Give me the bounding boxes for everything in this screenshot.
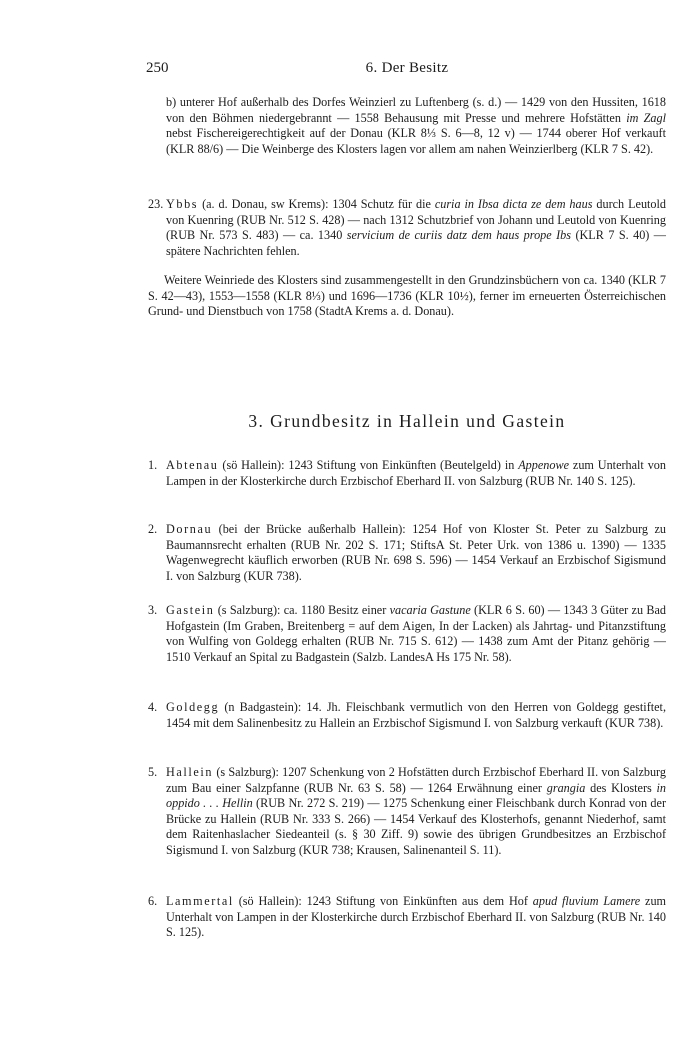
italic-text: im Zagl bbox=[626, 110, 666, 125]
italic-text: servicium de curiis datz dem haus prope Ibs bbox=[346, 228, 571, 243]
entry-place-name: Goldegg bbox=[166, 700, 220, 714]
text: (a. d. Donau, sw Krems): 1304 Schutz für die bbox=[198, 197, 435, 211]
text: durch Leutold von Kuenring (RUB Nr. 512 S. 428) — nach 1312 Schutzbrief von Johann und Leutold von Kuenring (RUB Nr. 573 S. 483) — ca. 1340 bbox=[166, 197, 666, 243]
text: (KLR 6 S. 60) — 1343 3 Güter zu Bad Hofgastein (Im Graben, Breitenberg = auf dem Aigen, In der Lacken) als Jahrtag- und Pitanzstiftung von Wulfing von Goldegg erhalten (RUB Nr. 715 S. 612) — 1438 zum Amt der Pitanz gehörig — 1510 Verkauf an Spital zu Badgastein (Salzb. LandesA Hs 175 Nr. 58). bbox=[166, 603, 666, 664]
text: (s Salzburg): 1207 Schenkung von 2 Hofstätten durch Erzbischof Eberhard II. von Salzburg zum Bau einer Salzpfanne (RUB Nr. 63 S. 58) — 1264 Erwähnung einer bbox=[166, 765, 666, 795]
entry-3-gastein bbox=[148, 603, 666, 665]
weitere-paragraph: Weitere Weinriede des Klosters sind zusammengestellt in den Grundzinsbüchern von ca. 1340 (KLR 7 S. 42—43), 1553—1558 (KLR 8⅓) und 1696—1736 (KLR 10½), ferner im erneuerten Österreichischen Grund- und Dienstbuch von 1758 (StadtA Krems a. d. Donau). bbox=[148, 273, 666, 319]
entry-place-name: Hallein bbox=[166, 765, 214, 779]
italic-text: vacaria Gastune bbox=[389, 603, 471, 617]
entry-number: 23. bbox=[148, 197, 164, 211]
entry-place-name: Gastein bbox=[166, 603, 215, 617]
text: b) unterer Hof außerhalb des Dorfes Weinzierl zu Luftenberg (s. d.) — 1429 von den Hussiten, 1618 von den Böhmen niedergebrannt — 1558 Behausung mit Presse und mehrere Hofstätten bbox=[166, 95, 666, 125]
text: (s Salzburg): ca. 1180 Besitz einer bbox=[214, 603, 390, 617]
continuation-paragraph bbox=[166, 95, 666, 157]
text: (RUB Nr. 272 S. 219) — 1275 Schenkung einer Fleischbank durch Konrad von der Brücke zu Hallein (RUB Nr. 333 S. 266) — 1454 Verkauf des Klosterhofs, genannt Niederhof, samt dem Raitenhaslacher Siedeanteil (s. § 30 Ziff. 9) sowie des übrigen Grundbesitzes an Erzbischof Sigismund I. von Salzburg (KUR 738; Krausen, Salinenanteil S. 11). bbox=[166, 796, 666, 857]
entry-number: 4. bbox=[148, 700, 158, 714]
text: nebst Fischereigerechtigkeit auf der Donau (KLR 8⅓ S. 6—8, 12 v) — 1744 oberer Hof verkauft (KLR 88/6) — Die Weinberge des Klosters lagen vor allem am nahen Weinzierlberg (KLR 7 S. 42). bbox=[166, 126, 666, 156]
entry-6-lammertal bbox=[148, 894, 666, 941]
entry-1-abtenau bbox=[148, 458, 666, 489]
text: (KLR 7 S. 40) — spätere Nachrichten fehlen. bbox=[166, 228, 666, 258]
text: zum Unterhalt von Lampen in der Klosterkirche durch Erzbischof Eberhard II. von Salzburg (RUB Nr. 140 S. 125). bbox=[166, 894, 667, 940]
entry-number: 5. bbox=[148, 765, 158, 779]
text: (sö Hallein): 1243 Stiftung von Einkünften (Beutelgeld) in bbox=[218, 458, 519, 472]
entry-number: 3. bbox=[148, 603, 158, 617]
entry-23-ybbs bbox=[148, 197, 666, 259]
text: (bei der Brücke außerhalb Hallein): 1254 Hof von Kloster St. Peter zu Salzburg zu Baumannsrecht erhalten (RUB Nr. 202 S. 171; StiftsA St. Peter Urk. von 1386 u. 1390) — 1335 Wagenwegrecht käuflich erworben (RUB Nr. 698 S. 596) — 1454 Verkauf an Erzbischof Sigismund I. von Salzburg (KUR 738). bbox=[166, 522, 666, 583]
italic-text: Appenowe bbox=[518, 458, 570, 472]
entry-place-name: Lammertal bbox=[166, 894, 234, 908]
entry-place-name: Ybbs bbox=[166, 197, 199, 211]
page-number: 250 bbox=[146, 60, 169, 76]
entry-5-hallein bbox=[148, 765, 666, 859]
text: (sö Hallein): 1243 Stiftung von Einkünften aus dem Hof bbox=[233, 894, 533, 908]
entry-number: 2. bbox=[148, 522, 158, 536]
entry-4-goldegg bbox=[148, 700, 666, 731]
italic-text: curia in Ibsa dicta ze dem haus bbox=[434, 197, 593, 211]
entry-place-name: Dornau bbox=[166, 522, 213, 536]
section-heading: 3. Grundbesitz in Hallein und Gastein bbox=[248, 411, 566, 431]
text: (n Badgastein): 14. Jh. Fleischbank vermutlich von den Herren von Goldegg gestiftet, 1454 mit dem Salinenbesitz zu Hallein an Erzbischof Sigismund I. von Salzburg verkauft (KUR 738). bbox=[166, 700, 666, 730]
entry-number: 6. bbox=[148, 894, 158, 908]
entry-2-dornau bbox=[148, 522, 666, 584]
italic-text: apud fluvium Lamere bbox=[532, 894, 641, 908]
text: des Klosters bbox=[585, 780, 657, 795]
italic-text: grangia bbox=[546, 780, 586, 795]
italic-text: in oppido . . . Hellin bbox=[166, 780, 666, 811]
running-head bbox=[146, 60, 668, 80]
entry-number: 1. bbox=[148, 458, 158, 472]
text: zum Unterhalt von Lampen in der Klosterkirche durch Erzbischof Eberhard II. von Salzburg (RUB Nr. 140 S. 125). bbox=[166, 458, 666, 488]
entry-place-name: Abtenau bbox=[166, 458, 219, 472]
running-title: 6. Der Besitz bbox=[365, 60, 449, 76]
